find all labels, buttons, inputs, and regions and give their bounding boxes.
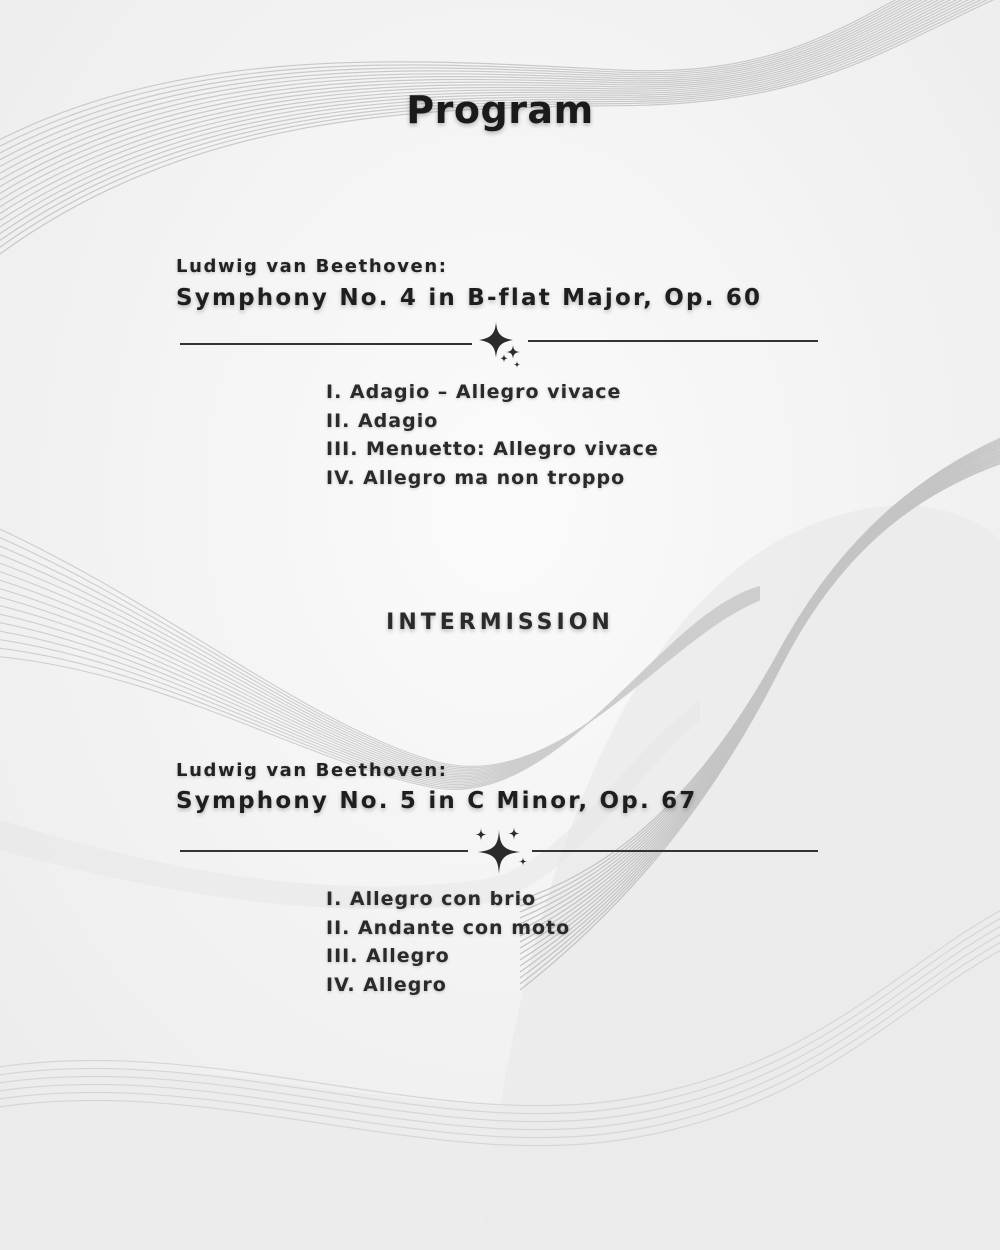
- movement-list-2: [326, 885, 570, 999]
- divider-line-left-2: [180, 850, 468, 852]
- sparkle-icon: [468, 824, 532, 880]
- intermission-heading: INTERMISSION: [386, 610, 614, 635]
- list-item: IV. Allegro ma non troppo: [326, 466, 626, 489]
- list-item: III. Menuetto: Allegro vivace: [326, 438, 659, 460]
- divider-line-right-1: [528, 340, 818, 342]
- divider-line-left-1: [180, 343, 472, 345]
- list-item: II. Adagio: [326, 409, 439, 432]
- composer-2: Ludwig van Beethoven:: [176, 760, 448, 781]
- page-title: Program: [406, 88, 594, 132]
- list-item: I. Allegro con brio: [326, 888, 537, 910]
- list-item: III. Allegro: [326, 945, 450, 967]
- sparkle-icon: [475, 320, 527, 372]
- divider-line-right-2: [532, 850, 818, 852]
- work-title-1: Symphony No. 4 in B-flat Major, Op. 60: [176, 285, 763, 311]
- movement-list-1: [326, 378, 659, 492]
- work-title-2: Symphony No. 5 in C Minor, Op. 67: [176, 788, 698, 814]
- composer-1: Ludwig van Beethoven:: [176, 256, 448, 277]
- list-item: II. Andante con moto: [326, 916, 571, 939]
- list-item: IV. Allegro: [326, 973, 447, 996]
- list-item: I. Adagio – Allegro vivace: [326, 381, 622, 403]
